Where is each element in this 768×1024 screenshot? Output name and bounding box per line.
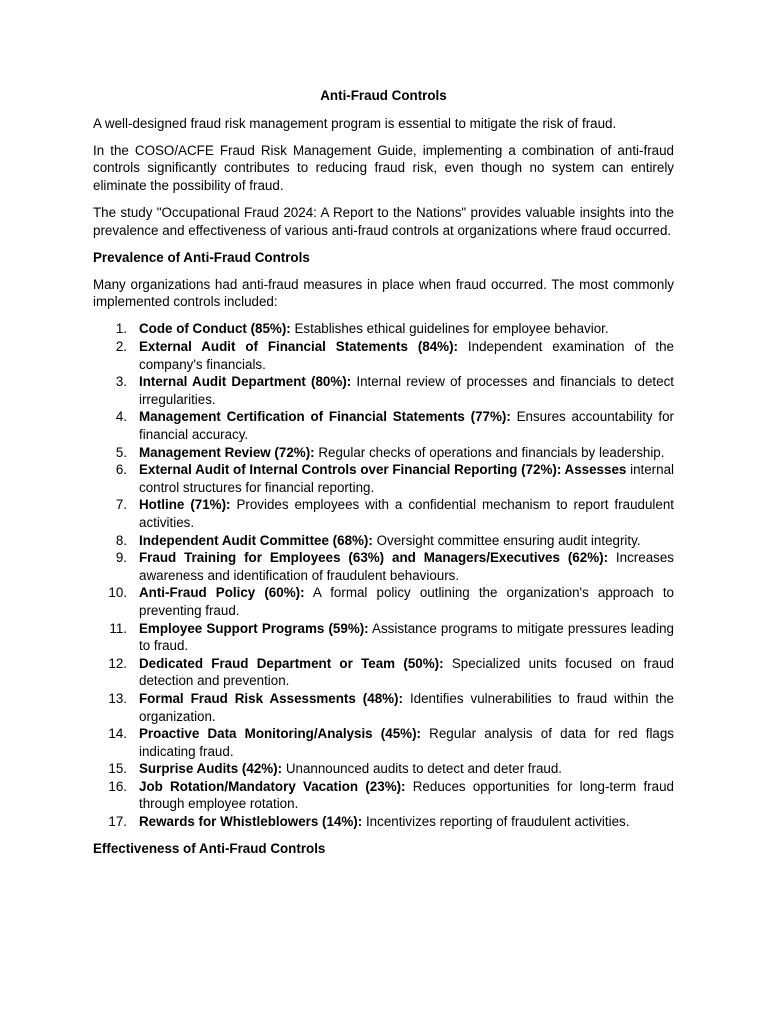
control-description: Establishes ethical guidelines for employee behavior. <box>290 321 609 337</box>
control-name: Management Review (72%): <box>139 444 315 460</box>
control-description: Specialized units focused on fraud detection and prevention. <box>139 655 675 689</box>
control-description: Regular checks of operations and financials by leadership. <box>314 444 665 460</box>
control-name: Fraud Training for Employees (63%) and Managers/Executives (62%): <box>139 550 609 566</box>
control-description: Incentivizes reporting of fraudulent activities. <box>362 814 630 830</box>
control-name: Internal Audit Department (80%): <box>139 374 352 390</box>
control-name: External Audit of Internal Controls over Financial Reporting (72%): Assesses <box>139 462 627 478</box>
control-name: Proactive Data Monitoring/Analysis (45%): <box>139 726 421 742</box>
control-name: Employee Support Programs (59%): <box>139 620 369 636</box>
list-item: 1. Code of Conduct (85%): Establishes ethical guidelines for employee behavior. <box>115 321 609 337</box>
control-name: Independent Audit Committee (68%): <box>139 532 373 548</box>
list-item: 8. Independent Audit Committee (68%): Oversight committee ensuring audit integrity. <box>115 532 641 548</box>
control-name: Anti-Fraud Policy (60%): <box>139 585 305 601</box>
list-item: 10. Anti-Fraud Policy (60%): A formal policy outlining the organization's approach to preventing fraud. <box>108 585 674 618</box>
control-description: Reduces opportunities for long-term fraud through employee rotation. <box>139 778 674 812</box>
list-item: 4. Management Certification of Financial Statements (77%): Ensures accountability for financial accuracy. <box>115 409 674 442</box>
control-description: Independent examination of the company's financials. <box>139 339 674 372</box>
list-item: 15. Surprise Audits (42%): Unannounced audits to detect and deter fraud. <box>108 761 563 777</box>
list-item: 12. Dedicated Fraud Department or Team (50%): Specialized units focused on fraud detection and prevention. <box>108 655 675 689</box>
control-description: Identifies vulnerabilities to fraud within the organization. <box>139 690 674 724</box>
intro-paragraph-1: A well-designed fraud risk management program is essential to mitigate the risk of fraud. <box>93 115 617 131</box>
prevalence-heading: Prevalence of Anti-Fraud Controls <box>93 249 310 265</box>
control-description: Regular analysis of data for red flags indicating fraud. <box>139 726 675 759</box>
list-item: 13. Formal Fraud Risk Assessments (48%): Identifies vulnerabilities to fraud within the organization. <box>108 690 674 724</box>
control-description: Ensures accountability for financial accuracy. <box>139 409 674 442</box>
control-name: Hotline (71%): <box>139 497 231 513</box>
intro-paragraph-3: The study "Occupational Fraud 2024: A Report to the Nations" provides valuable insights into the prevalence and effectiveness of various anti-fraud controls at organizations where fraud occurred. <box>93 204 674 238</box>
list-item: 3. Internal Audit Department (80%): Internal review of processes and financials to detect irregularities. <box>115 374 674 407</box>
prevalence-intro: Many organizations had anti-fraud measures in place when fraud occurred. The most commonly implemented controls included: <box>93 276 674 310</box>
control-description: Provides employees with a confidential mechanism to report fraudulent activities. <box>139 497 674 530</box>
control-description: Unannounced audits to detect and deter fraud. <box>282 761 563 777</box>
control-description: Internal review of processes and financials to detect irregularities. <box>139 374 674 407</box>
controls-list <box>93 320 674 830</box>
control-description: Assistance programs to mitigate pressures leading to fraud. <box>139 620 674 654</box>
control-name: Surprise Audits (42%): <box>139 761 283 777</box>
list-item: 7. Hotline (71%): Provides employees with a confidential mechanism to report fraudulent activities. <box>115 497 674 530</box>
control-name: Job Rotation/Mandatory Vacation (23%): <box>139 778 406 794</box>
list-item: 5. Management Review (72%): Regular checks of operations and financials by leadership. <box>115 444 665 460</box>
control-name: Formal Fraud Risk Assessments (48%): <box>139 690 403 706</box>
list-item: 2. External Audit of Financial Statements (84%): Independent examination of the company's financials. <box>115 339 674 372</box>
control-description: Increases awareness and identification of fraudulent behaviours. <box>139 550 674 583</box>
control-name: Dedicated Fraud Department or Team (50%): <box>139 655 444 671</box>
control-name: Code of Conduct (85%): <box>139 321 291 337</box>
list-item: 11. Employee Support Programs (59%): Assistance programs to mitigate pressures leading to fraud. <box>109 620 674 654</box>
control-description: internal control structures for financial reporting. <box>139 462 675 495</box>
document-title: Anti-Fraud Controls <box>320 88 447 103</box>
list-item: 17. Rewards for Whistleblowers (14%): Incentivizes reporting of fraudulent activities. <box>108 814 630 830</box>
control-name: Rewards for Whistleblowers (14%): <box>139 814 363 830</box>
effectiveness-heading: Effectiveness of Anti-Fraud Controls <box>93 841 326 857</box>
list-item: 9. Fraud Training for Employees (63%) and Managers/Executives (62%): Increases awareness and identification of fraudulent behaviours. <box>115 550 674 583</box>
control-description: Oversight committee ensuring audit integrity. <box>372 532 641 548</box>
list-item: 14. Proactive Data Monitoring/Analysis (45%): Regular analysis of data for red flags indicating fraud. <box>108 726 675 759</box>
control-name: External Audit of Financial Statements (84%): <box>139 339 459 355</box>
control-name: Management Certification of Financial Statements (77%): <box>139 409 511 425</box>
control-description: A formal policy outlining the organization's approach to preventing fraud. <box>139 585 674 618</box>
list-item: 6. External Audit of Internal Controls over Financial Reporting (72%): Assesses internal control structures for financial reporting. <box>115 462 675 495</box>
list-item: 16. Job Rotation/Mandatory Vacation (23%): Reduces opportunities for long-term fraud through employee rotation. <box>108 778 674 812</box>
document-page <box>93 87 674 867</box>
intro-paragraph-2: In the COSO/ACFE Fraud Risk Management Guide, implementing a combination of anti-fraud controls significantly contributes to reducing fraud risk, even though no system can entirely eliminate the possibility of fraud. <box>93 142 674 193</box>
